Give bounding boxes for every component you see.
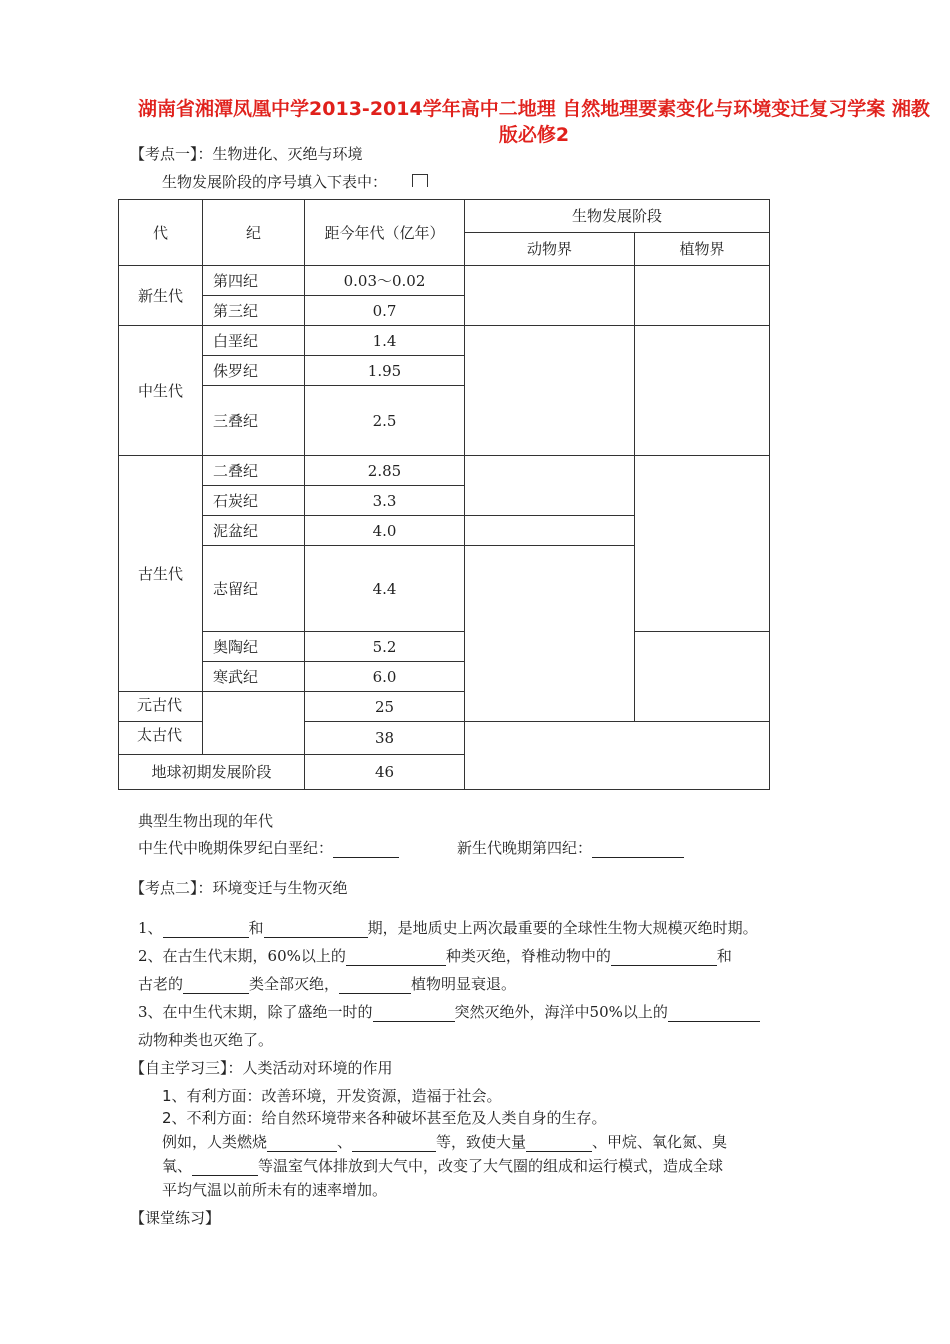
answer-bracket-mark xyxy=(412,174,428,187)
blank-field[interactable] xyxy=(346,949,446,966)
period-blank-cell xyxy=(203,692,305,755)
period-years: 6.0 xyxy=(305,662,465,692)
question-3-line1 xyxy=(138,1002,760,1022)
animal-answer-cell[interactable] xyxy=(465,546,635,722)
section-heading-kaodian2: 【考点二】：环境变迁与生物灭绝 xyxy=(130,879,348,897)
example-text: 、 xyxy=(337,1133,353,1151)
typical-cenozoic-line xyxy=(457,838,684,858)
period-name: 二叠纪 xyxy=(203,456,305,486)
q2-text: 类全部灭绝， xyxy=(249,975,340,993)
q2-text: 植物明显衰退。 xyxy=(411,975,517,993)
era-mesozoic: 中生代 xyxy=(119,326,203,456)
q3-text: 3、在中生代末期，除了盛绝一时的 xyxy=(138,1003,373,1021)
period-name: 泥盆纪 xyxy=(203,516,305,546)
example-text: 氧、 xyxy=(162,1157,193,1175)
era-early-earth: 地球初期发展阶段 xyxy=(119,755,305,790)
section-heading-zizhu3: 【自主学习三】：人类活动对环境的作用 xyxy=(130,1059,393,1077)
period-name: 第四纪 xyxy=(203,266,305,296)
blank-field[interactable] xyxy=(163,921,249,938)
period-years: 46 xyxy=(305,755,465,790)
zizhu3-point-2: 2、不利方面：给自然环境带来各种破坏甚至危及人类自身的生存。 xyxy=(162,1109,607,1127)
period-years: 2.5 xyxy=(305,386,465,456)
header-animal: 动物界 xyxy=(465,233,635,266)
blank-field[interactable] xyxy=(352,1135,436,1152)
period-years: 0.7 xyxy=(305,296,465,326)
blank-field[interactable] xyxy=(183,977,249,994)
typical-mesozoic-line xyxy=(138,838,399,858)
period-years: 38 xyxy=(305,722,465,755)
example-text: 、甲烷、氧化氮、臭 xyxy=(592,1133,728,1151)
era-archean: 太古代 xyxy=(119,722,203,755)
period-name: 志留纪 xyxy=(203,546,305,632)
example-text: 等，致使大量 xyxy=(436,1133,527,1151)
question-1 xyxy=(138,918,758,938)
header-plant: 植物界 xyxy=(635,233,770,266)
period-years: 0.03～0.02 xyxy=(305,266,465,296)
period-name: 三叠纪 xyxy=(203,386,305,456)
q2-text: 种类灭绝，脊椎动物中的 xyxy=(445,947,611,965)
blank-field[interactable] xyxy=(611,949,717,966)
geologic-time-table xyxy=(118,199,770,790)
blank-field[interactable] xyxy=(339,977,411,994)
blank-field[interactable] xyxy=(592,841,684,858)
period-name: 寒武纪 xyxy=(203,662,305,692)
blank-field[interactable] xyxy=(267,1135,337,1152)
header-ji: 纪 xyxy=(203,200,305,266)
blank-field[interactable] xyxy=(264,921,368,938)
zizhu3-example-line2 xyxy=(162,1156,723,1176)
blank-field[interactable] xyxy=(333,841,399,858)
blank-field[interactable] xyxy=(668,1005,760,1022)
example-text: 等温室气体排放到大气中，改变了大气圈的组成和运行模式，造成全球 xyxy=(258,1157,724,1175)
header-stage: 生物发展阶段 xyxy=(465,200,770,233)
q2-text: 古老的 xyxy=(138,975,184,993)
typical-cenozoic-label: 新生代晚期第四纪： xyxy=(457,839,593,857)
period-name: 奥陶纪 xyxy=(203,632,305,662)
era-cenozoic: 新生代 xyxy=(119,266,203,326)
document-title: 湖南省湘潭凤凰中学2013-2014学年高中二地理 自然地理要素变化与环境变迁复习学案 湘教版必修2 xyxy=(138,98,930,146)
section-heading-ketang: 【课堂练习】 xyxy=(130,1209,221,1227)
period-years: 4.4 xyxy=(305,546,465,632)
animal-answer-cell[interactable] xyxy=(465,516,635,546)
typical-heading: 典型生物出现的年代 xyxy=(138,812,274,830)
example-text: 例如，人类燃烧 xyxy=(162,1133,268,1151)
zizhu3-example-line3: 平均气温以前所未有的速率增加。 xyxy=(162,1181,388,1199)
era-proterozoic: 元古代 xyxy=(119,692,203,722)
q1-text: 期，是地质史上两次最重要的全球性生物大规模灭绝时期。 xyxy=(367,919,758,937)
animal-answer-cell[interactable] xyxy=(465,266,635,326)
header-years: 距今年代（亿年） xyxy=(305,200,465,266)
period-years: 2.85 xyxy=(305,456,465,486)
blank-field[interactable] xyxy=(526,1135,592,1152)
period-name: 第三纪 xyxy=(203,296,305,326)
q2-text: 2、在古生代末期，60%以上的 xyxy=(138,947,346,965)
period-years: 25 xyxy=(305,692,465,722)
stage-answer-cell[interactable] xyxy=(465,722,770,790)
period-years: 1.4 xyxy=(305,326,465,356)
period-name: 石炭纪 xyxy=(203,486,305,516)
animal-answer-cell[interactable] xyxy=(465,456,635,516)
q2-text: 和 xyxy=(716,947,732,965)
q1-text: 和 xyxy=(248,919,264,937)
q1-number: 1、 xyxy=(138,919,163,937)
typical-mesozoic-label: 中生代中晚期侏罗纪白垩纪： xyxy=(138,839,334,857)
plant-answer-cell[interactable] xyxy=(635,456,770,632)
animal-answer-cell[interactable] xyxy=(465,326,635,456)
zizhu3-point-1: 1、有利方面：改善环境，开发资源，造福于社会。 xyxy=(162,1087,502,1105)
question-3-line2: 动物种类也灭绝了。 xyxy=(138,1031,274,1049)
zizhu3-example-line1 xyxy=(162,1132,727,1152)
question-2-line1 xyxy=(138,946,732,966)
blank-field[interactable] xyxy=(373,1005,455,1022)
plant-answer-cell[interactable] xyxy=(635,632,770,722)
blank-field[interactable] xyxy=(192,1159,258,1176)
period-years: 3.3 xyxy=(305,486,465,516)
period-years: 5.2 xyxy=(305,632,465,662)
period-name: 白垩纪 xyxy=(203,326,305,356)
period-years: 1.95 xyxy=(305,356,465,386)
era-paleozoic: 古生代 xyxy=(119,456,203,692)
period-years: 4.0 xyxy=(305,516,465,546)
plant-answer-cell[interactable] xyxy=(635,266,770,326)
question-2-line2 xyxy=(138,974,516,994)
header-dai: 代 xyxy=(119,200,203,266)
plant-answer-cell[interactable] xyxy=(635,326,770,456)
period-name: 侏罗纪 xyxy=(203,356,305,386)
section-heading-kaodian1: 【考点一】：生物进化、灭绝与环境 xyxy=(130,145,363,163)
table-instruction: 生物发展阶段的序号填入下表中： xyxy=(162,173,388,191)
q3-text: 突然灭绝外，海洋中50%以上的 xyxy=(454,1003,668,1021)
